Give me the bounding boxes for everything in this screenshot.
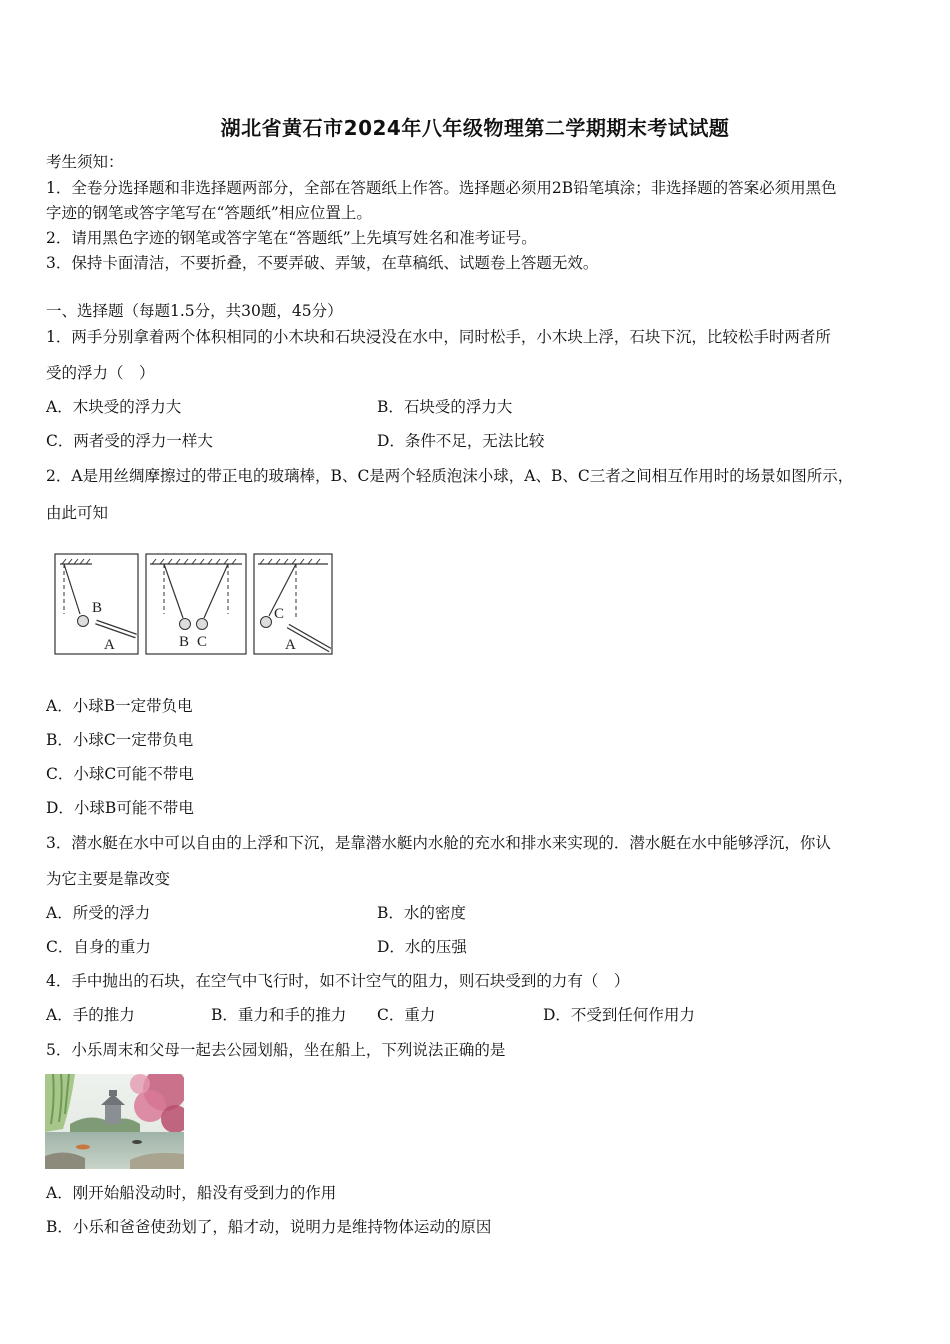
q4-option-c[interactable]: C．重力 [377, 1006, 436, 1024]
q3-option-c[interactable]: C．自身的重力 [46, 938, 151, 956]
q2-p3-rod-label: A [285, 637, 296, 653]
q2-figure [52, 552, 337, 662]
q3-option-d[interactable]: D．水的压强 [377, 938, 467, 956]
q2-p2-ball2-label: C [197, 634, 208, 650]
notice-line-3: 3．保持卡面清洁，不要折叠，不要弄破、弄皱，在草稿纸、试题卷上答题无效。 [46, 254, 599, 272]
q3-option-b[interactable]: B．水的密度 [377, 904, 466, 922]
notice-line-1-cont: 字迹的钢笔或答字笔写在“答题纸”相应位置上。 [46, 204, 372, 222]
q2-panel-3 [254, 554, 332, 654]
q5-stem: 5．小乐周末和父母一起去公园划船，坐在船上，下列说法正确的是 [46, 1041, 506, 1059]
q2-option-b[interactable]: B．小球C一定带负电 [46, 731, 194, 749]
notice-heading: 考生须知： [46, 153, 124, 171]
q2-p1-rod-label: A [104, 637, 115, 653]
q1-option-d[interactable]: D．条件不足，无法比较 [377, 432, 545, 450]
notice-line-2: 2．请用黑色字迹的钢笔或答字笔在“答题纸”上先填写姓名和准考证号。 [46, 229, 537, 247]
q5-option-b[interactable]: B．小乐和爸爸使劲划了，船才动，说明力是维持物体运动的原因 [46, 1218, 492, 1236]
section-heading: 一、选择题（每题1.5分，共30题，45分） [46, 302, 343, 320]
q2-option-a[interactable]: A．小球B一定带负电 [46, 697, 193, 715]
q5-park-photo [45, 1074, 184, 1173]
q3-stem: 3．潜水艇在水中可以自由的上浮和下沉，是靠潜水艇内水舱的充水和排水来实现的．潜水艇在水中能够浮沉，你认 [46, 834, 831, 852]
q2-panel-2 [146, 554, 246, 654]
q5-option-a[interactable]: A．刚开始船没动时，船没有受到力的作用 [46, 1184, 337, 1202]
notice-line-1: 1．全卷分选择题和非选择题两部分，全部在答题纸上作答。选择题必须用2B铅笔填涂；非选择题的答案必须用黑色 [46, 179, 837, 197]
q2-option-d[interactable]: D．小球B可能不带电 [46, 799, 194, 817]
q1-option-a[interactable]: A．木块受的浮力大 [46, 398, 182, 416]
q3-stem-cont: 为它主要是靠改变 [46, 870, 171, 888]
q2-p3-ball-label: C [274, 606, 285, 622]
q4-stem: 4．手中抛出的石块，在空气中飞行时，如不计空气的阻力，则石块受到的力有（ ） [46, 972, 630, 990]
q2-panel-1 [55, 554, 138, 654]
q3-option-a[interactable]: A．所受的浮力 [46, 904, 151, 922]
q4-option-a[interactable]: A．手的推力 [46, 1006, 135, 1024]
q4-option-b[interactable]: B．重力和手的推力 [211, 1006, 347, 1024]
page-title: 湖北省黄石市2024年八年级物理第二学期期末考试试题 [220, 116, 730, 140]
q2-p2-ball1-label: B [179, 634, 190, 650]
q1-option-c[interactable]: C．两者受的浮力一样大 [46, 432, 213, 450]
q4-option-d[interactable]: D．不受到任何作用力 [543, 1006, 695, 1024]
q2-option-c[interactable]: C．小球C可能不带电 [46, 765, 194, 783]
q1-option-b[interactable]: B．石块受的浮力大 [377, 398, 513, 416]
q2-stem: 2．A是用丝绸摩擦过的带正电的玻璃棒，B、C是两个轻质泡沫小球，A、B、C三者之间相互作用时的场景如图所示， [46, 467, 854, 485]
q1-stem: 1．两手分别拿着两个体积相同的小木块和石块浸没在水中，同时松手，小木块上浮，石块下沉，比较松手时两者所 [46, 328, 831, 346]
q1-stem-cont: 受的浮力（ ） [46, 364, 155, 382]
q2-p1-ball-label: B [92, 600, 103, 616]
q2-stem-cont: 由此可知 [46, 504, 109, 522]
